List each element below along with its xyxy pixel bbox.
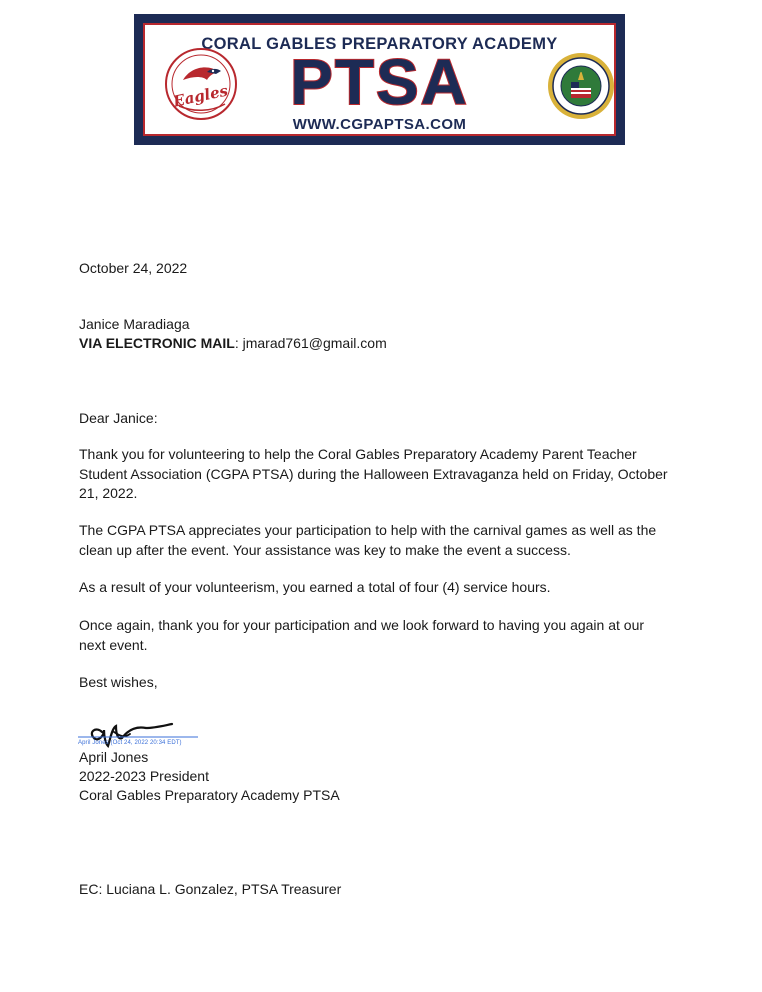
- banner-academy-name: CORAL GABLES PREPARATORY ACADEMY: [201, 35, 558, 53]
- signature-timestamp: April Jones (Oct 24, 2022 20:34 EDT): [78, 740, 182, 746]
- banner-frame: [143, 23, 616, 136]
- body-paragraph-3: As a result of your volunteerism, you earned a total of four (4) service hours.: [79, 579, 551, 595]
- signer-organization: Coral Gables Preparatory Academy PTSA: [79, 787, 340, 803]
- banner-website: WWW.CGPAPTSA.COM: [292, 116, 467, 133]
- letter-date: October 24, 2022: [79, 260, 188, 276]
- delivery-method-label: VIA ELECTRONIC MAIL: [79, 335, 235, 351]
- salutation: Dear Janice:: [79, 410, 158, 426]
- signer-title: 2022-2023 President: [79, 768, 209, 784]
- eagles-logo-icon: [163, 46, 239, 122]
- signer-name: April Jones: [79, 749, 149, 765]
- ec-line: EC: Luciana L. Gonzalez, PTSA Treasurer: [79, 881, 342, 897]
- delivery-line: [79, 334, 387, 352]
- banner-ptsa-title: PTSA: [290, 46, 469, 118]
- recipient-name: Janice Maradiaga: [79, 316, 190, 332]
- header-banner: [134, 14, 625, 145]
- handwritten-signature-icon: [76, 718, 206, 752]
- body-paragraph-4: Once again, thank you for your participation and we look forward to having you again at our next event.: [79, 617, 645, 653]
- body-paragraph-2: The CGPA PTSA appreciates your participation to help with the carnival games as well as the clean up after the event. Your assistance was key to make the event a success.: [79, 522, 657, 558]
- body-paragraph-1: Thank you for volunteering to help the Coral Gables Preparatory Academy Parent Teacher Student Association (CGPA PTSA) during the Halloween Extravaganza held on Friday, October 21, 2022.: [79, 446, 668, 501]
- recipient-email: : jmarad761@gmail.com: [234, 335, 387, 351]
- school-seal-icon: [547, 52, 615, 120]
- eagles-logo-text: Eagles: [171, 81, 230, 111]
- closing: Best wishes,: [79, 674, 158, 690]
